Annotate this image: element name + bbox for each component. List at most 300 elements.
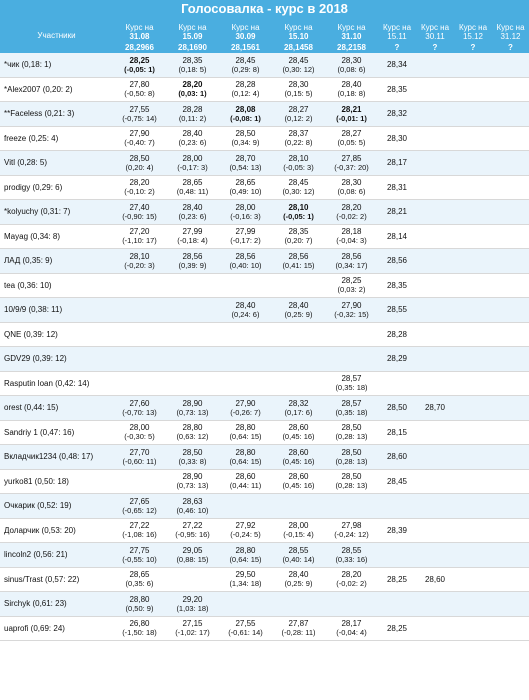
forecast-value: 28,56 bbox=[288, 251, 309, 261]
participant-name: QNE (0,39: 12) bbox=[0, 322, 113, 347]
table-row bbox=[0, 53, 529, 77]
table-row bbox=[0, 567, 529, 592]
forecast-cell bbox=[325, 445, 378, 470]
forecast-cell bbox=[272, 249, 325, 274]
forecast-cell bbox=[113, 298, 166, 323]
participant-name: orest (0,44: 15) bbox=[0, 396, 113, 421]
actual-rate: ? bbox=[416, 41, 454, 53]
date-label: 15.11 bbox=[387, 32, 407, 41]
forecast-cell bbox=[416, 175, 454, 200]
forecast-value: 28,35 bbox=[386, 84, 408, 94]
forecast-value: 28,35 bbox=[386, 280, 408, 290]
forecast-cell bbox=[492, 249, 529, 274]
forecast-deviation: (0,11: 2) bbox=[178, 113, 207, 123]
date-prefix: Курс на bbox=[496, 23, 525, 32]
forecast-value: 28,70 bbox=[424, 403, 446, 413]
forecast-cell bbox=[492, 616, 529, 641]
forecast-cell bbox=[166, 420, 219, 445]
forecast-cell bbox=[113, 53, 166, 77]
forecast-value: 28,50 bbox=[341, 447, 362, 457]
participant-name: *kolyuchy (0,31: 7) bbox=[0, 200, 113, 225]
forecast-deviation: (0,03: 1) bbox=[178, 89, 207, 99]
forecast-cell bbox=[492, 347, 529, 372]
forecast-deviation: (0,12: 2) bbox=[284, 113, 313, 123]
forecast-value: 28,30 bbox=[386, 133, 408, 143]
forecast-deviation: (0,18: 5) bbox=[178, 64, 207, 74]
forecast-value: 28,32 bbox=[288, 398, 309, 408]
participants-header: Участники bbox=[0, 17, 113, 53]
forecast-value: 27,99 bbox=[235, 227, 256, 237]
forecast-cell bbox=[272, 200, 325, 225]
date-prefix: Курс на bbox=[382, 23, 412, 32]
forecast-cell bbox=[492, 567, 529, 592]
forecast-value: 28,50 bbox=[182, 447, 203, 457]
forecast-cell bbox=[416, 102, 454, 127]
forecast-cell bbox=[416, 543, 454, 568]
forecast-value: 28,40 bbox=[288, 570, 309, 580]
date-label: 30.11 bbox=[425, 32, 445, 41]
forecast-cell bbox=[416, 445, 454, 470]
forecast-value: 28,25 bbox=[386, 574, 408, 584]
forecast-cell bbox=[416, 518, 454, 543]
forecast-value: 28,20 bbox=[341, 202, 362, 212]
forecast-cell bbox=[166, 469, 219, 494]
forecast-cell bbox=[219, 518, 272, 543]
date-prefix: Курс на bbox=[125, 23, 154, 32]
forecast-cell bbox=[416, 322, 454, 347]
forecast-deviation: (-0,61: 14) bbox=[228, 628, 263, 638]
participant-name: Вкладчик1234 (0,48: 17) bbox=[0, 445, 113, 470]
forecast-value: 28,50 bbox=[341, 472, 362, 482]
forecast-deviation: (0,25: 9) bbox=[284, 309, 313, 319]
forecast-cell bbox=[378, 543, 416, 568]
forecast-cell bbox=[166, 567, 219, 592]
forecast-cell bbox=[166, 151, 219, 176]
date-column-header bbox=[113, 17, 166, 41]
forecast-value: 28,21 bbox=[386, 207, 408, 217]
forecast-cell bbox=[272, 469, 325, 494]
forecast-cell bbox=[378, 396, 416, 421]
table-row bbox=[0, 175, 529, 200]
forecast-value: 28,90 bbox=[182, 472, 203, 482]
forecast-cell bbox=[113, 126, 166, 151]
forecast-deviation: (0,30: 12) bbox=[282, 187, 315, 197]
forecast-deviation: (0,15: 5) bbox=[284, 89, 313, 99]
forecast-cell bbox=[113, 469, 166, 494]
forecast-cell bbox=[416, 77, 454, 102]
forecast-value: 29,20 bbox=[182, 594, 203, 604]
forecast-cell bbox=[454, 567, 492, 592]
forecast-value: 27,85 bbox=[341, 153, 362, 163]
forecast-cell bbox=[492, 200, 529, 225]
forecast-deviation: (0,20: 7) bbox=[284, 236, 313, 246]
forecast-cell bbox=[378, 616, 416, 641]
forecast-cell bbox=[325, 126, 378, 151]
forecast-value: 28,29 bbox=[386, 354, 408, 364]
forecast-value: 27,80 bbox=[129, 80, 150, 90]
forecast-cell bbox=[113, 102, 166, 127]
forecast-cell bbox=[378, 77, 416, 102]
forecast-deviation: (-0,02: 2) bbox=[336, 211, 367, 221]
forecast-value: 28,80 bbox=[129, 594, 150, 604]
forecast-cell bbox=[219, 102, 272, 127]
forecast-cell bbox=[454, 102, 492, 127]
forecast-cell bbox=[325, 592, 378, 617]
forecast-cell bbox=[219, 77, 272, 102]
forecast-deviation: (0,45: 16) bbox=[282, 456, 315, 466]
forecast-value: 28,60 bbox=[288, 447, 309, 457]
date-label: 15.10 bbox=[288, 32, 309, 41]
forecast-cell bbox=[492, 543, 529, 568]
forecast-deviation: (-0,95: 16) bbox=[175, 530, 210, 540]
forecast-deviation: (-0,15: 4) bbox=[283, 530, 314, 540]
forecast-value: 28,08 bbox=[235, 104, 256, 114]
forecast-value: 28,50 bbox=[386, 403, 408, 413]
forecast-cell bbox=[378, 322, 416, 347]
forecast-cell bbox=[166, 200, 219, 225]
forecast-deviation: (0,88: 15) bbox=[176, 554, 209, 564]
table-row bbox=[0, 249, 529, 274]
forecast-value: 28,17 bbox=[386, 158, 408, 168]
forecast-value: 28,57 bbox=[341, 398, 362, 408]
forecast-deviation: (0,33: 16) bbox=[335, 554, 368, 564]
date-column-header bbox=[272, 17, 325, 41]
forecast-cell bbox=[272, 347, 325, 372]
forecast-cell bbox=[325, 53, 378, 77]
forecast-cell bbox=[454, 616, 492, 641]
date-column-header bbox=[416, 17, 454, 41]
table-row bbox=[0, 420, 529, 445]
forecast-cell bbox=[492, 445, 529, 470]
forecast-value: 27,15 bbox=[182, 619, 203, 629]
forecast-cell bbox=[272, 273, 325, 298]
forecast-cell bbox=[219, 273, 272, 298]
forecast-cell bbox=[416, 567, 454, 592]
forecast-cell bbox=[378, 298, 416, 323]
forecast-cell bbox=[113, 322, 166, 347]
forecast-cell bbox=[454, 126, 492, 151]
actual-rate: 28,1458 bbox=[272, 41, 325, 53]
forecast-deviation: (-0,24: 5) bbox=[230, 530, 261, 540]
forecast-deviation: (0,45: 16) bbox=[282, 432, 315, 442]
forecast-cell bbox=[113, 445, 166, 470]
forecast-cell bbox=[454, 53, 492, 77]
forecast-value: 28,40 bbox=[235, 300, 256, 310]
forecast-value: 28,35 bbox=[288, 227, 309, 237]
forecast-deviation: (-0,18: 4) bbox=[177, 236, 208, 246]
forecast-cell bbox=[219, 175, 272, 200]
actual-rate: ? bbox=[454, 41, 492, 53]
forecast-deviation: (0,18: 8) bbox=[337, 89, 366, 99]
forecast-value: 28,56 bbox=[386, 256, 408, 266]
forecast-cell bbox=[325, 543, 378, 568]
forecast-cell bbox=[325, 396, 378, 421]
forecast-cell bbox=[219, 543, 272, 568]
forecast-value: 28,45 bbox=[235, 55, 256, 65]
participant-name: yurko81 (0,50: 18) bbox=[0, 469, 113, 494]
forecast-deviation: (0,23: 6) bbox=[178, 211, 207, 221]
forecast-value: 28,56 bbox=[341, 251, 362, 261]
forecast-cell bbox=[166, 298, 219, 323]
forecast-cell bbox=[454, 371, 492, 396]
forecast-cell bbox=[416, 224, 454, 249]
forecast-value: 28,10 bbox=[288, 153, 309, 163]
forecast-value: 28,35 bbox=[182, 55, 203, 65]
forecast-value: 28,00 bbox=[182, 153, 203, 163]
forecast-value: 27,20 bbox=[129, 227, 150, 237]
forecast-cell bbox=[378, 151, 416, 176]
participant-name: Vitl (0,28: 5) bbox=[0, 151, 113, 176]
forecast-cell bbox=[378, 224, 416, 249]
forecast-deviation: (0,40: 10) bbox=[229, 260, 262, 270]
date-prefix: Курс на bbox=[178, 23, 207, 32]
forecast-deviation: (0,20: 4) bbox=[125, 162, 154, 172]
forecast-cell bbox=[219, 298, 272, 323]
forecast-value: 28,55 bbox=[341, 545, 362, 555]
forecast-value: 27,60 bbox=[129, 398, 150, 408]
forecast-value: 28,65 bbox=[182, 178, 203, 188]
forecast-cell bbox=[166, 249, 219, 274]
forecast-cell bbox=[492, 371, 529, 396]
forecast-cell bbox=[272, 371, 325, 396]
actual-rate: 28,1561 bbox=[219, 41, 272, 53]
forecast-cell bbox=[325, 224, 378, 249]
forecast-value: 28,15 bbox=[386, 427, 408, 437]
table-row bbox=[0, 469, 529, 494]
forecast-cell bbox=[219, 224, 272, 249]
forecast-deviation: (0,41: 15) bbox=[282, 260, 315, 270]
forecast-cell bbox=[166, 396, 219, 421]
forecast-cell bbox=[166, 543, 219, 568]
table-row bbox=[0, 200, 529, 225]
forecast-deviation: (-0,32: 15) bbox=[334, 309, 369, 319]
forecast-cell bbox=[272, 543, 325, 568]
forecast-cell bbox=[378, 347, 416, 372]
forecast-value: 28,20 bbox=[182, 80, 203, 90]
forecast-deviation: (0,28: 13) bbox=[335, 456, 368, 466]
forecast-deviation: (0,22: 8) bbox=[284, 138, 313, 148]
forecast-deviation: (-0,70: 13) bbox=[122, 407, 157, 417]
forecast-deviation: (-0,20: 3) bbox=[124, 260, 155, 270]
table-row bbox=[0, 592, 529, 617]
date-prefix: Курс на bbox=[231, 23, 260, 32]
forecast-deviation: (-0,60: 11) bbox=[122, 456, 157, 466]
forecast-cell bbox=[492, 102, 529, 127]
forecast-cell bbox=[166, 273, 219, 298]
forecast-deviation: (-0,30: 5) bbox=[124, 432, 155, 442]
forecast-value: 28,28 bbox=[386, 329, 408, 339]
forecast-value: 27,70 bbox=[129, 447, 150, 457]
forecast-value: 28,25 bbox=[386, 623, 408, 633]
forecast-deviation: (0,44: 11) bbox=[229, 481, 262, 491]
forecast-value: 28,60 bbox=[386, 452, 408, 462]
forecast-cell bbox=[492, 151, 529, 176]
forecast-cell bbox=[325, 175, 378, 200]
forecast-cell bbox=[454, 347, 492, 372]
forecast-value: 28,55 bbox=[386, 305, 408, 315]
table-row bbox=[0, 273, 529, 298]
forecast-value: 28,65 bbox=[235, 178, 256, 188]
forecast-deviation: (-0,75: 14) bbox=[122, 113, 157, 123]
forecast-deviation: (-0,50: 8) bbox=[124, 89, 155, 99]
forecast-cell bbox=[166, 445, 219, 470]
table-row bbox=[0, 543, 529, 568]
forecast-value: 28,80 bbox=[235, 447, 256, 457]
forecast-value: 28,28 bbox=[182, 104, 203, 114]
forecast-value: 28,32 bbox=[386, 109, 408, 119]
forecast-cell bbox=[416, 53, 454, 77]
date-prefix: Курс на bbox=[337, 23, 366, 32]
participant-name: *Alex2007 (0,20: 2) bbox=[0, 77, 113, 102]
forecast-cell bbox=[272, 518, 325, 543]
forecast-deviation: (-0,17: 3) bbox=[177, 162, 208, 172]
forecast-value: 27,22 bbox=[129, 521, 150, 531]
forecast-deviation: (-0,26: 7) bbox=[230, 407, 261, 417]
forecast-value: 28,70 bbox=[235, 153, 256, 163]
forecast-cell bbox=[325, 420, 378, 445]
forecast-cell bbox=[272, 102, 325, 127]
forecast-deviation: (0,64: 15) bbox=[229, 456, 262, 466]
forecast-deviation: (-1,10: 17) bbox=[122, 236, 157, 246]
participant-name: 10/9/9 (0,38: 11) bbox=[0, 298, 113, 323]
participant-name: Rasputin loan (0,42: 14) bbox=[0, 371, 113, 396]
forecast-table bbox=[0, 17, 529, 641]
actual-rate: ? bbox=[492, 41, 529, 53]
forecast-value: 28,30 bbox=[288, 80, 309, 90]
forecast-deviation: (0,23: 6) bbox=[178, 138, 207, 148]
forecast-value: 28,37 bbox=[288, 129, 309, 139]
forecast-cell bbox=[113, 543, 166, 568]
forecast-deviation: (0,49: 10) bbox=[229, 187, 262, 197]
forecast-cell bbox=[378, 53, 416, 77]
forecast-cell bbox=[492, 53, 529, 77]
forecast-value: 28,57 bbox=[341, 374, 362, 384]
forecast-cell bbox=[454, 420, 492, 445]
forecast-cell bbox=[378, 420, 416, 445]
forecast-cell bbox=[325, 322, 378, 347]
forecast-value: 28,60 bbox=[288, 472, 309, 482]
forecast-cell bbox=[219, 347, 272, 372]
participant-name: GDV29 (0,39: 12) bbox=[0, 347, 113, 372]
forecast-cell bbox=[166, 371, 219, 396]
forecast-cell bbox=[272, 567, 325, 592]
forecast-cell bbox=[325, 518, 378, 543]
forecast-deviation: (0,08: 6) bbox=[337, 64, 366, 74]
forecast-value: 29,05 bbox=[182, 545, 203, 555]
forecast-value: 28,17 bbox=[341, 619, 362, 629]
forecast-cell bbox=[219, 469, 272, 494]
forecast-deviation: (-1,50: 18) bbox=[122, 628, 157, 638]
forecast-value: 28,27 bbox=[341, 129, 362, 139]
participant-name: Sandriy 1 (0,47: 16) bbox=[0, 420, 113, 445]
forecast-deviation: (-0,40: 7) bbox=[124, 138, 155, 148]
forecast-cell bbox=[454, 494, 492, 519]
table-row bbox=[0, 298, 529, 323]
forecast-cell bbox=[492, 494, 529, 519]
forecast-deviation: (0,40: 14) bbox=[282, 554, 315, 564]
forecast-value: 28,56 bbox=[182, 251, 203, 261]
forecast-cell bbox=[492, 175, 529, 200]
forecast-cell bbox=[272, 445, 325, 470]
forecast-value: 28,45 bbox=[288, 178, 309, 188]
forecast-deviation: (-0,37: 20) bbox=[334, 162, 369, 172]
forecast-deviation: (0,17: 6) bbox=[284, 407, 313, 417]
forecast-cell bbox=[113, 592, 166, 617]
participant-name: sinus/Trast (0,57: 22) bbox=[0, 567, 113, 592]
forecast-cell bbox=[378, 371, 416, 396]
forecast-cell bbox=[378, 494, 416, 519]
forecast-value: 28,40 bbox=[182, 129, 203, 139]
date-label: 31.08 bbox=[129, 32, 150, 41]
forecast-deviation: (0,64: 15) bbox=[229, 432, 262, 442]
forecast-deviation: (-0,05: 1) bbox=[283, 211, 314, 221]
forecast-deviation: (1,03: 18) bbox=[176, 603, 209, 613]
forecast-cell bbox=[492, 224, 529, 249]
forecast-value: 28,60 bbox=[288, 423, 309, 433]
forecast-cell bbox=[416, 200, 454, 225]
forecast-cell bbox=[113, 175, 166, 200]
forecast-cell bbox=[113, 77, 166, 102]
forecast-deviation: (0,73: 13) bbox=[176, 407, 209, 417]
forecast-deviation: (0,24: 6) bbox=[231, 309, 260, 319]
forecast-value: 28,20 bbox=[341, 570, 362, 580]
forecast-cell bbox=[454, 249, 492, 274]
forecast-cell bbox=[166, 494, 219, 519]
forecast-value: 27,87 bbox=[288, 619, 309, 629]
actual-rate: 28,2158 bbox=[325, 41, 378, 53]
forecast-value: 28,00 bbox=[288, 521, 309, 531]
forecast-cell bbox=[325, 469, 378, 494]
forecast-cell bbox=[272, 592, 325, 617]
forecast-cell bbox=[219, 616, 272, 641]
participant-name: freeze (0,25: 4) bbox=[0, 126, 113, 151]
forecast-deviation: (-0,05: 3) bbox=[283, 162, 314, 172]
forecast-deviation: (0,63: 12) bbox=[176, 432, 209, 442]
forecast-cell bbox=[416, 249, 454, 274]
forecast-value: 28,63 bbox=[182, 496, 203, 506]
forecast-cell bbox=[492, 469, 529, 494]
forecast-cell bbox=[219, 420, 272, 445]
forecast-cell bbox=[272, 298, 325, 323]
forecast-cell bbox=[492, 396, 529, 421]
forecast-cell bbox=[454, 543, 492, 568]
forecast-cell bbox=[219, 371, 272, 396]
forecast-cell bbox=[166, 77, 219, 102]
forecast-deviation: (0,12: 4) bbox=[231, 89, 260, 99]
forecast-cell bbox=[325, 151, 378, 176]
forecast-value: 28,56 bbox=[235, 251, 256, 261]
forecast-cell bbox=[325, 102, 378, 127]
forecast-cell bbox=[378, 469, 416, 494]
forecast-value: 28,31 bbox=[386, 182, 408, 192]
participant-name: prodigy (0,29: 6) bbox=[0, 175, 113, 200]
date-prefix: Курс на bbox=[420, 23, 450, 32]
forecast-deviation: (0,08: 6) bbox=[337, 187, 366, 197]
forecast-value: 28,20 bbox=[129, 178, 150, 188]
forecast-cell bbox=[219, 494, 272, 519]
participant-name: Mayag (0,34: 8) bbox=[0, 224, 113, 249]
participant-name: Очкарик (0,52: 19) bbox=[0, 494, 113, 519]
forecast-cell bbox=[454, 151, 492, 176]
forecast-cell bbox=[378, 126, 416, 151]
forecast-cell bbox=[113, 420, 166, 445]
forecast-value: 29,50 bbox=[235, 570, 256, 580]
forecast-cell bbox=[113, 347, 166, 372]
forecast-value: 28,21 bbox=[341, 104, 362, 114]
forecast-cell bbox=[378, 175, 416, 200]
forecast-deviation: (-0,01: 1) bbox=[336, 113, 367, 123]
forecast-cell bbox=[166, 616, 219, 641]
